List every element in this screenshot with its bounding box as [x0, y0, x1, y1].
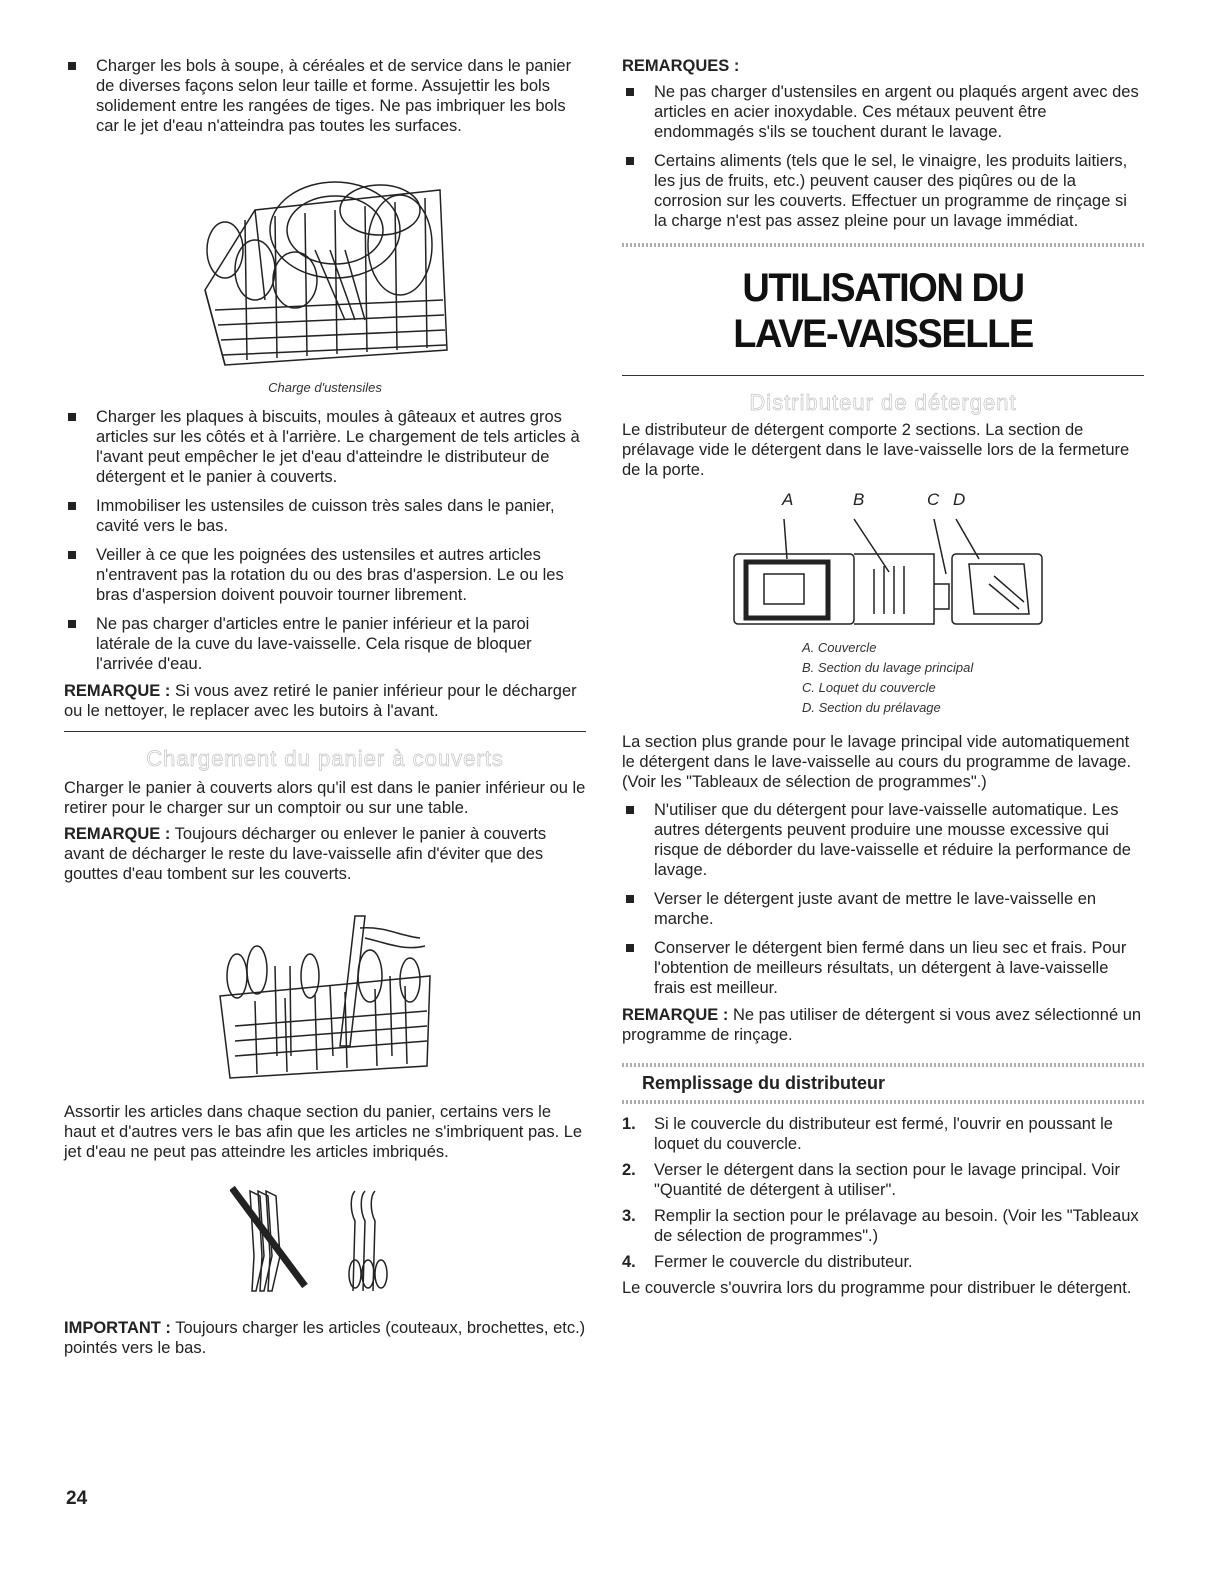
nested-utensils-illustration [230, 1186, 420, 1296]
section-divider [64, 731, 586, 732]
important-label: IMPORTANT : [64, 1319, 171, 1337]
main-wash-paragraph: La section plus grande pour le lavage principal vide automatiquement le détergent dans le lave-vaisselle au cours du programme de lavage. (Voir les "Tableaux de sélection de programmes".) [622, 733, 1132, 791]
dispenser-figure-labels [622, 490, 1144, 514]
step-item [622, 1252, 1144, 1272]
remark-rinse [622, 1005, 1144, 1045]
left-column [64, 56, 586, 1358]
dispenser-legend [802, 638, 1144, 718]
step-number: 2. [622, 1161, 636, 1179]
remark-text: Toujours décharger ou enlever le panier à couverts avant de décharger le reste du lave-vaisselle afin d'éviter que des gouttes d'eau tombent sur les couverts. [64, 825, 547, 883]
assort-paragraph: Assortir les articles dans chaque section du panier, certains vers le haut et d'autres vers le bas afin que les articles ne s'imbriquent pas. Le jet d'eau ne peut pas atteindre les articles imbriqués. [64, 1103, 583, 1161]
list-item: Charger les plaques à biscuits, moules à gâteaux et autres gros articles sur les côtés et à l'arrière. Le chargement de tels articles à l'avant peut empêcher le jet d'eau d'atteindre le distributeur de détergent et le panier à couverts. [64, 407, 586, 487]
filling-steps [622, 1114, 1144, 1272]
legend-item: A. Couvercle [802, 640, 877, 655]
label-a: A [782, 490, 794, 509]
remark-label: REMARQUE : [64, 682, 171, 700]
dotted-divider [622, 1063, 1144, 1067]
remarks-heading: REMARQUES : [622, 57, 740, 75]
silverware-basket-illustration [215, 906, 435, 1082]
step-text: Verser le détergent dans la section pour le lavage principal. Voir "Quantité de détergent à utiliser". [654, 1161, 1120, 1199]
step-item [622, 1114, 1144, 1154]
remark-label: REMARQUE : [622, 1006, 729, 1024]
section-divider [622, 375, 1144, 376]
list-item: Conserver le détergent bien fermé dans un lieu sec et frais. Pour l'obtention de meilleurs résultats, un détergent à lave-vaisselle frais est meilleur. [622, 938, 1144, 998]
step-text: Si le couvercle du distributeur est fermé, l'ouvrir en poussant le loquet du couvercle. [654, 1115, 1113, 1153]
important-note [64, 1318, 586, 1358]
important-text: Toujours charger les articles (couteaux, brochettes, etc.) pointés vers le bas. [64, 1319, 586, 1357]
list-item: Immobiliser les ustensiles de cuisson très sales dans le panier, cavité vers le bas. [64, 496, 586, 536]
dotted-divider [622, 1100, 1144, 1104]
remark-text: Ne pas utiliser de détergent si vous avez sélectionné un programme de rinçage. [622, 1006, 1142, 1044]
dish-rack-caption: Charge d'ustensiles [268, 380, 382, 395]
right-column [622, 56, 1144, 1298]
remark-lower-rack [64, 681, 586, 721]
step-text: Fermer le couvercle du distributeur. [654, 1253, 913, 1271]
legend-item: C. Loquet du couvercle [802, 680, 936, 695]
step-text: Remplir la section pour le prélavage au besoin. (Voir les "Tableaux de sélection de programmes".) [654, 1207, 1139, 1245]
step-number: 1. [622, 1115, 636, 1133]
label-c: C [927, 490, 940, 509]
list-item: N'utiliser que du détergent pour lave-vaisselle automatique. Les autres détergents peuvent produire une mousse excessive qui risque de déborder du lave-vaisselle et réduire la performance de lavage. [622, 800, 1144, 880]
step-number: 3. [622, 1207, 636, 1225]
dish-rack-illustration [185, 150, 465, 378]
silverware-paragraph: Charger le panier à couverts alors qu'il est dans le panier inférieur ou le retirer pour le charger sur un comptoir ou sur une table. [64, 779, 586, 817]
step-item [622, 1206, 1144, 1246]
remarks-list [622, 82, 1144, 231]
label-b: B [853, 490, 865, 509]
bowls-bullet-list [64, 56, 586, 136]
dispenser-paragraph: Le distributeur de détergent comporte 2 sections. La section de prélavage vide le détergent dans le lave-vaisselle lors de la fermeture de la porte. [622, 421, 1130, 479]
dispenser-section-heading: Distributeur de détergent [749, 390, 1017, 415]
silverware-section-heading: Chargement du panier à couverts [146, 746, 504, 771]
chapter-title [622, 265, 1144, 357]
filling-subheading: Remplissage du distributeur [642, 1073, 886, 1093]
remark-unload-basket [64, 824, 586, 884]
legend-item: D. Section du prélavage [802, 700, 941, 715]
step-number: 4. [622, 1253, 636, 1271]
list-item: Verser le détergent juste avant de mettre le lave-vaisselle en marche. [622, 889, 1144, 929]
list-item: Ne pas charger d'ustensiles en argent ou plaqués argent avec des articles en acier inoxydable. Ces métaux peuvent être endommagés s'ils se touchent durant le lavage. [622, 82, 1144, 142]
label-d: D [953, 490, 966, 509]
chapter-title-line-2: LAVE-VAISSELLE [733, 312, 1033, 356]
remark-label: REMARQUE : [64, 825, 171, 843]
detergent-dispenser-illustration [724, 514, 1054, 632]
step-item [622, 1160, 1144, 1200]
page-number: 24 [66, 1488, 88, 1509]
list-item: Ne pas charger d'articles entre le panier inférieur et la paroi latérale de la cuve du lave-vaisselle. Cela risque de bloquer l'arrivée d'eau. [64, 614, 586, 674]
list-item: Charger les bols à soupe, à céréales et de service dans le panier de diverses façons selon leur taille et forme. Assujettir les bols solidement entre les rangées de tiges. Ne pas imbriquer les bols car le jet d'eau n'atteindra pas toutes les surfaces. [64, 56, 586, 136]
detergent-bullet-list [622, 800, 1144, 998]
lid-opens-paragraph: Le couvercle s'ouvrira lors du programme pour distribuer le détergent. [622, 1279, 1132, 1297]
list-item: Certains aliments (tels que le sel, le vinaigre, les produits laitiers, les jus de fruits, etc.) peuvent causer des piqûres ou de la corrosion sur les couverts. Effectuer un programme de rinçage si la charge n'est pas assez pleine pour un lavage immédiat. [622, 151, 1144, 231]
chapter-title-line-1: UTILISATION DU [742, 266, 1024, 310]
loading-bullet-list [64, 407, 586, 674]
list-item: Veiller à ce que les poignées des ustensiles et autres articles n'entravent pas la rotation du ou des bras d'aspersion. Le ou les bras d'aspersion doivent pouvoir tourner librement. [64, 545, 586, 605]
legend-item: B. Section du lavage principal [802, 660, 974, 675]
remark-text: Si vous avez retiré le panier inférieur pour le décharger ou le nettoyer, le replacer avec les butoirs à l'avant. [64, 682, 577, 720]
dotted-divider [622, 243, 1144, 247]
